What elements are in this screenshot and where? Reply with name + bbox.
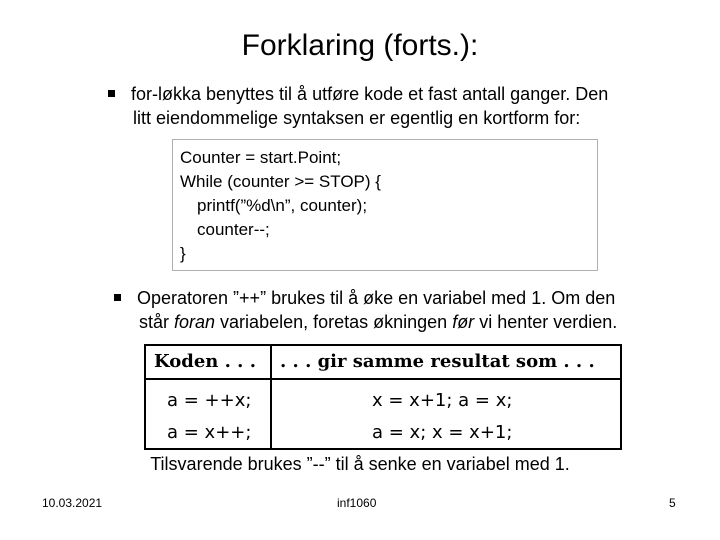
bullet-item-increment [114, 286, 714, 336]
footer-page-number: 5 [669, 496, 676, 510]
slide-title: Forklaring (forts.): [241, 29, 479, 62]
table-divider [270, 346, 272, 448]
square-bullet-icon [108, 90, 115, 97]
emphasis-text: foran [174, 312, 216, 332]
code-line: } [180, 244, 186, 263]
table-cell: a = ++x; [167, 390, 252, 411]
table-cell: a = x++; [167, 422, 252, 443]
text-run: vi henter verdien. [474, 312, 618, 332]
bullet-item-for-loop [108, 82, 708, 132]
increment-table [144, 344, 622, 450]
bullet-text-line: for-løkka benyttes til å utføre kode et fast antall ganger. Den [131, 84, 609, 104]
bullet-text-line: litt eiendommelige syntaksen er egentlig en kortform for: [133, 108, 581, 128]
footer-course: inf1060 [337, 496, 377, 510]
table-header-cell: Koden . . . [154, 351, 256, 372]
footer-date: 10.03.2021 [42, 496, 103, 510]
text-run: variabelen, foretas økningen [215, 312, 453, 332]
table-cell: x = x+1; a = x; [372, 390, 513, 411]
table-header-cell: . . . gir samme resultat som . . . [280, 351, 595, 372]
code-line: While (counter >= STOP) { [180, 172, 381, 191]
bullet-text-line: Operatoren ”++” brukes til å øke en variabel med 1. Om den [137, 288, 616, 308]
decrement-note: Tilsvarende brukes ”--” til å senke en variabel med 1. [150, 454, 570, 474]
code-line: printf(”%d\n”, counter); [197, 196, 368, 215]
code-block [172, 139, 598, 271]
bullet-text-line [137, 310, 617, 334]
code-line: Counter = start.Point; [180, 148, 342, 167]
emphasis-text: før [452, 312, 475, 332]
square-bullet-icon [114, 294, 121, 301]
code-line: counter--; [197, 220, 270, 239]
table-cell: a = x; x = x+1; [372, 422, 513, 443]
text-run: står [139, 312, 175, 332]
table-header-row [146, 346, 620, 380]
